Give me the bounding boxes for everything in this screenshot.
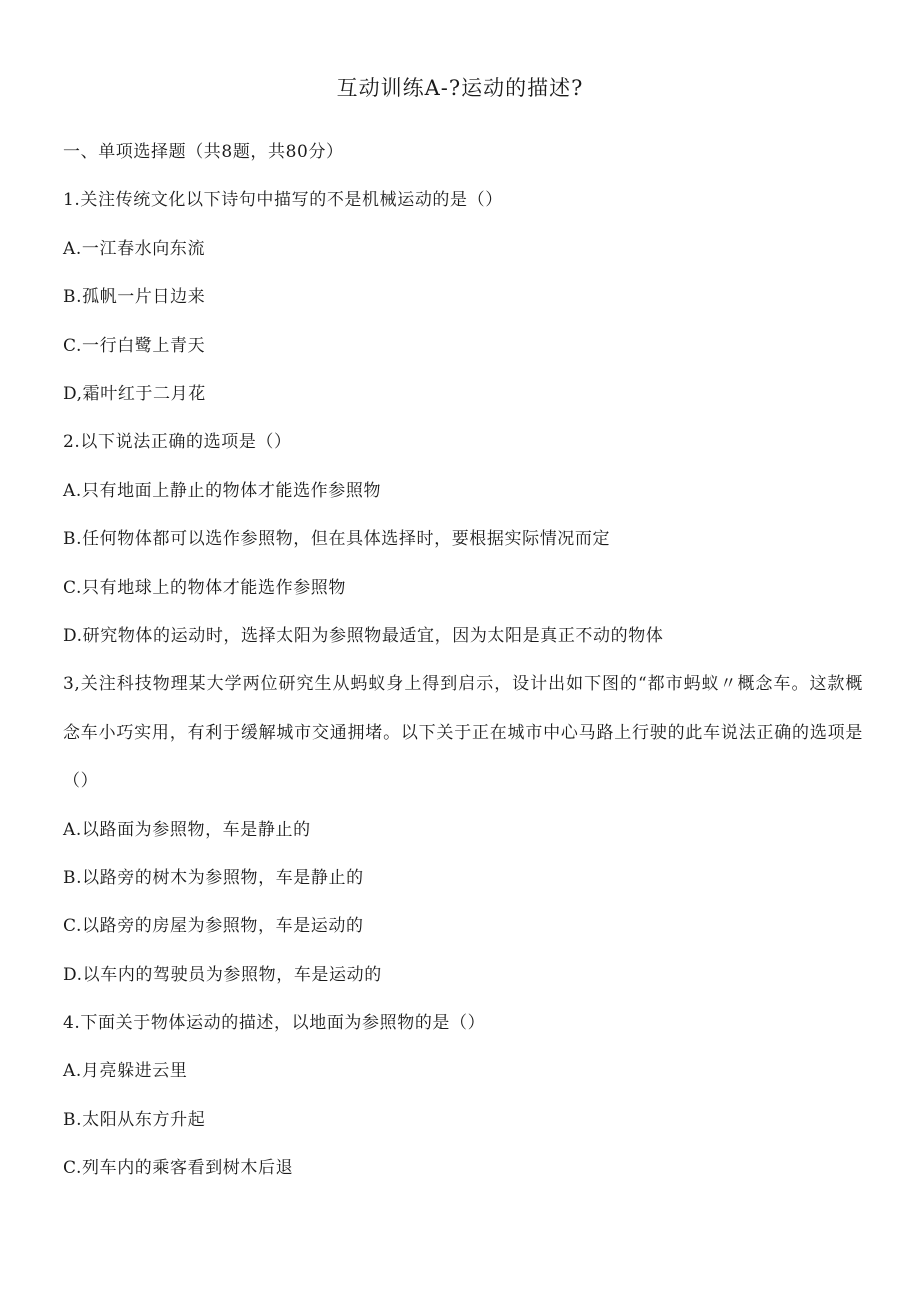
document-body bbox=[63, 128, 863, 1193]
option-b: B.任何物体都可以选作参照物，但在具体选择时，要根据实际情况而定 bbox=[63, 529, 611, 550]
question-2 bbox=[63, 418, 863, 660]
option-a: A.一江春水向东流 bbox=[63, 238, 206, 259]
question-stem: 3,关注科技物理某大学两位研究生从蚂蚁身上得到启示，设计出如下图的“都市蚂蚁〃概念车。这款概念车小巧实用，有利于缓解城市交通拥堵。以下关于正在城市中心马路上行驶的此车说法正确的选项是（） bbox=[63, 674, 863, 792]
question-1 bbox=[63, 176, 863, 418]
section-heading: 一、单项选择题（共8题，共80分） bbox=[63, 142, 344, 162]
option-c: C.列车内的乘客看到树木后退 bbox=[63, 1158, 294, 1179]
option-a: A.以路面为参照物，车是静止的 bbox=[63, 819, 311, 840]
option-c: C.以路旁的房屋为参照物，车是运动的 bbox=[63, 916, 364, 937]
option-d: D.以车内的驾驶员为参照物，车是运动的 bbox=[63, 964, 382, 985]
option-a: A.月亮躲进云里 bbox=[63, 1061, 188, 1082]
option-b: B.以路旁的树木为参照物，车是静止的 bbox=[63, 867, 364, 888]
document-title: 互动训练A-?运动的描述? bbox=[336, 76, 584, 100]
question-stem: 4.下面关于物体运动的描述，以地面为参照物的是（） bbox=[63, 1013, 486, 1034]
option-b: B.太阳从东方升起 bbox=[63, 1109, 206, 1130]
question-3 bbox=[63, 660, 863, 999]
option-c: C.只有地球上的物体才能选作参照物 bbox=[63, 577, 347, 598]
option-d: D,霜叶红于二月花 bbox=[63, 383, 206, 404]
option-c: C.一行白鹭上青天 bbox=[63, 335, 206, 356]
option-b: B.孤帆一片日边来 bbox=[63, 287, 206, 308]
question-stem: 2.以下说法正确的选项是（） bbox=[63, 432, 292, 453]
question-stem: 1.关注传统文化以下诗句中描写的不是机械运动的是（） bbox=[63, 190, 503, 211]
question-4 bbox=[63, 999, 863, 1193]
option-d: D.研究物体的运动时，选择太阳为参照物最适宜，因为太阳是真正不动的物体 bbox=[63, 625, 664, 646]
option-a: A.只有地面上静止的物体才能选作参照物 bbox=[63, 480, 382, 501]
